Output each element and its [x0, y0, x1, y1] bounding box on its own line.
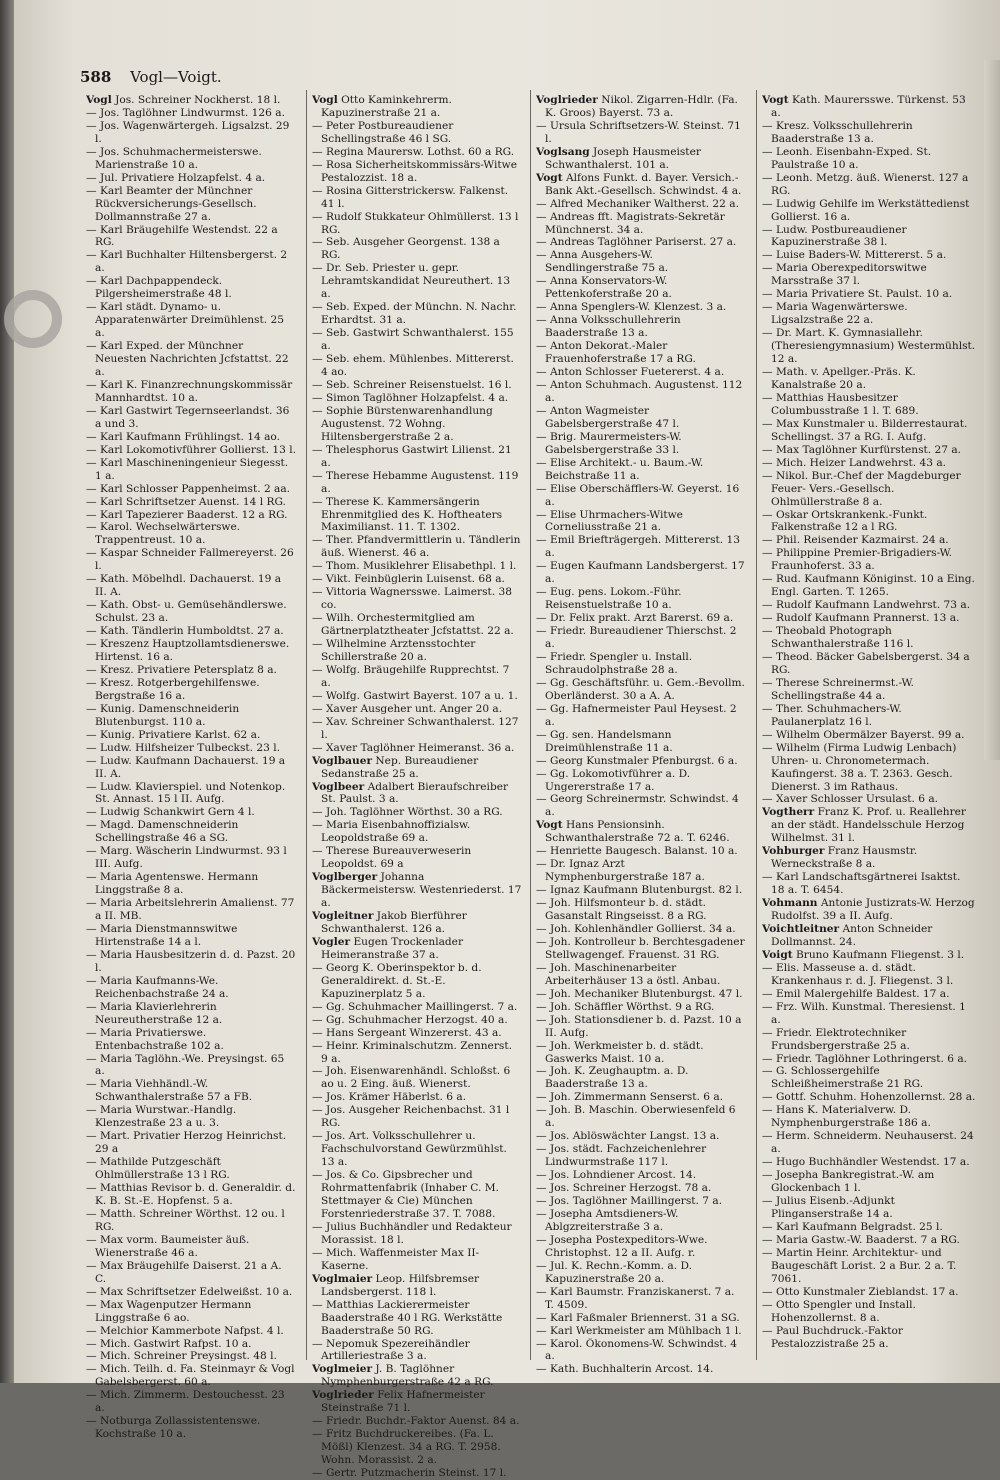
directory-entry: — Anna Volksschullehrerin Baaderstraße 13 a. [536, 314, 681, 340]
directory-entry: — Anna Spenglers-W. Klenzest. 3 a. [536, 301, 727, 314]
directory-entry: — Maria Klavierlehrerin Neureutherstraße 12 a. [86, 1000, 223, 1026]
directory-entry: — Seb. Gastwirt Schwanthalerst. 155 a. [312, 327, 514, 353]
directory-entry: — Joh. Eisenwarenhändl. Schloßst. 6 ao u. 2 Eing. äuß. Wienerst. [312, 1065, 511, 1091]
directory-entry: — Maria Eisenbahnoffizialsw. Leopoldstraße 69 a. [312, 819, 471, 845]
directory-entry: — Jos. Taglöhner Lindwurmst. 126 a. [86, 106, 285, 119]
directory-entry: — Sophie Bürstenwarenhandlung Augustenst. 72 Wohng. Hiltensbergerstraße 2 a. [312, 404, 493, 443]
directory-entry: — Jos. Wagenwärtergeh. Ligsalzst. 29 l. [86, 119, 290, 145]
directory-entry: — Elise Architekt.- u. Baum.-W. Beichstraße 11 a. [536, 456, 704, 482]
column-divider [306, 90, 307, 1360]
directory-entry: — Phil. Reisender Kazmairst. 24 a. [762, 534, 949, 547]
directory-entry: — Ludw. Postbureaudiener Kapuzinerstraße 38 l. [762, 223, 907, 249]
directory-entry: — Ludw. Kaufmann Dachauerst. 19 a II. A. [86, 754, 286, 780]
directory-entry: — Ther. Schuhmachers-W. Paulanerplatz 16 l. [762, 702, 902, 728]
directory-entry: — Gg. Hafnermeister Paul Heysest. 2 a. [536, 702, 737, 728]
next-page-edge [984, 60, 1000, 760]
directory-entry: — Jul. Privatiere Holzapfelst. 4 a. [86, 171, 266, 184]
directory-entry: — Anna Konservators-W. Pettenkoferstraße 20 a. [536, 275, 672, 301]
directory-entry: — Ignaz Kaufmann Blutenburgst. 82 l. [536, 884, 743, 897]
directory-entry: — Elise Oberschäfflers-W. Geyerst. 16 a. [536, 482, 740, 508]
directory-entry: — Wilh. Orchestermitglied am Gärtnerplatztheater Jcfstattst. 22 a. [312, 612, 514, 638]
directory-entry: — Jos. & Co. Gipsbrecher und Rohrmattenfabrik (Inhaber C. M. Stettmayer & Cie) München Forstenriederstraße 37. T. 7088. [312, 1169, 499, 1220]
directory-entry: — Maria Gastw.-W. Baaderst. 7 a RG. [762, 1233, 960, 1246]
directory-entry: — Kresz. Volksschullehrerin Baaderstraße 13 a. [762, 119, 913, 145]
directory-entry: — Wolfg. Gastwirt Bayerst. 107 a u. 1. [312, 689, 518, 702]
directory-entry: — Luise Baders-W. Mittererst. 5 a. [762, 249, 947, 262]
directory-entry: Voglmeier J. B. Taglöhner Nymphenburgerstraße 42 a RG. [312, 1363, 494, 1389]
directory-entry: — Maria Arbeitslehrerin Amalienst. 77 a II. MB. [86, 897, 295, 923]
directory-entry: — Math. v. Apellger.-Präs. K. Kanalstraße 20 a. [762, 366, 916, 391]
directory-entry: — Fritz Buchdruckereibes. (Fa. L. Mößl) Klenzest. 34 a RG. T. 2958. Wohn. Morassist. 2 a. [312, 1428, 501, 1467]
directory-entry: — G. Schlossergehilfe Schleißheimerstraße 21 RG. [762, 1065, 924, 1091]
directory-entry: — Emil Malergehilfe Baldest. 17 a. [762, 987, 950, 1000]
directory-entry: — Maria Kaufmanns-We. Reichenbachstraße 24 a. [86, 974, 229, 1000]
directory-entry: — Kresz. Privatiere Petersplatz 8 a. [86, 663, 277, 676]
directory-entry: — Julius Buchhändler und Redakteur Morassist. 18 l. [312, 1220, 512, 1246]
directory-entry: — Karl Beamter der Münchner Rückversicherungs-Gesellsch. Dollmannstraße 27 a. [86, 184, 257, 223]
directory-entry: — Henriette Baugesch. Balanst. 10 a. [536, 845, 738, 858]
directory-entry: — Anton Wagmeister Gabelsbergerstraße 47 l. [536, 404, 680, 430]
directory-entry: — Julius Eisenb.-Adjunkt Plinganserstraße 14 a. [762, 1195, 895, 1220]
directory-entry: — Notburga Zollassistentenswe. Kochstraße 10 a. [86, 1415, 261, 1441]
directory-entry: — Maria Wurstwar.-Handlg. Klenzestraße 23 a u. 3. [86, 1104, 237, 1130]
directory-entry: — Ludwig Gehilfe im Werkstättedienst Gollierst. 16 a. [762, 197, 970, 223]
directory-entry: Voglsang Joseph Hausmeister Schwanthalerst. 101 a. [536, 145, 701, 171]
directory-entry: — Joh. Hilfsmonteur b. d. städt. Gasanstalt Ringseisst. 8 a RG. [536, 897, 707, 923]
directory-entry: — Kath. Buchhalterin Arcost. 14. [536, 1363, 714, 1376]
directory-entry: — Karl Kaufmann Belgradst. 25 l. [762, 1220, 943, 1233]
directory-entry: — Alfred Mechaniker Waltherst. 22 a. [536, 197, 739, 210]
directory-entry: Vogl Otto Kaminkehrerm. Kapuzinerstraße 21 a. [312, 94, 452, 119]
directory-entry: Vogl Jos. Schreiner Nockherst. 18 l. [86, 94, 281, 106]
directory-entry: — Ludwig Schankwirt Gern 4 l. [86, 806, 255, 819]
directory-entry: — Joh. Zimmermann Senserst. 6 a. [536, 1091, 724, 1104]
directory-entry: — Jos. Krämer Häberlst. 6 a. [312, 1091, 467, 1104]
directory-entry: — Gg. Schuhmacher Maillingerst. 7 a. [312, 1000, 518, 1013]
directory-entry: — Karl Gastwirt Tegernseerlandst. 36 a und 3. [86, 404, 290, 430]
directory-entry: — Eugen Kaufmann Landsbergerst. 17 a. [536, 560, 745, 586]
page-header [80, 68, 222, 86]
directory-entry: — Jos. Art. Volksschullehrer u. Fachschulvorstand Gewürzmühlst. 13 a. [312, 1130, 507, 1169]
directory-entry: Voglmaier Leop. Hilfsbremser Landsbergerst. 118 l. [312, 1272, 480, 1298]
directory-entry: — Max Taglöhner Kurfürstenst. 27 a. [762, 443, 962, 456]
directory-entry: — Oskar Ortskrankenk.-Funkt. Falkenstraße 12 a l RG. [762, 508, 928, 534]
directory-entry: — Otto Kunstmaler Zieblandst. 17 a. [762, 1285, 959, 1298]
directory-entry: — Mathilde Putzgeschäft Ohlmüllerstraße 13 l RG. [86, 1156, 230, 1182]
directory-entry: — Ther. Pfandvermittlerin u. Tändlerin äuß. Wienerst. 46 a. [312, 534, 521, 560]
directory-entry: — Thelesphorus Gastwirt Lilienst. 21 a. [312, 443, 512, 469]
directory-entry: Vogt Alfons Funkt. d. Bayer. Versich.-Bank Akt.-Gesellsch. Schwindst. 4 a. [536, 171, 742, 197]
page-left-shadow [0, 0, 14, 1383]
directory-entry: — Karl K. Finanzrechnungskommissär Mannhardtst. 10 a. [86, 378, 293, 404]
directory-entry: — Maria Dienstmannswitwe Hirtenstraße 14 a l. [86, 923, 238, 948]
directory-entry: — Maria Viehhändl.-W. Schwanthalerstraße 57 a FB. [86, 1078, 253, 1104]
directory-entry: — Karl Buchhalter Hiltensbergerst. 2 a. [86, 249, 288, 275]
directory-entry: — Josepha Amtsdieners-W. Ablgzreiterstraße 3 a. [536, 1207, 679, 1233]
directory-entry: — Brig. Maurermeisters-W. Gabelsbergerstraße 33 l. [536, 430, 682, 456]
directory-entry: — Ludw. Hilfsheizer Tulbeckst. 23 l. [86, 741, 280, 754]
directory-entry: — Karl Lokomotivführer Gollierst. 13 l. [86, 443, 296, 456]
directory-entry: — Vittoria Wagnersswe. Laimerst. 38 co. [312, 586, 513, 612]
directory-entry: — Karl Baumstr. Franziskanerst. 7 a. T. 4509. [536, 1285, 735, 1311]
directory-entry: — Friedr. Buchdr.-Faktor Auenst. 84 a. [312, 1415, 520, 1428]
directory-entry: — Karl Bräugehilfe Westendst. 22 a RG. [86, 223, 278, 249]
directory-entry: — Karl Schriftsetzer Auenst. 14 l RG. [86, 495, 286, 508]
directory-entry: — Karl Landschaftsgärtnerei Isaktst. 18 a. T. 6454. [762, 871, 961, 897]
directory-entry: — Hans Sergeant Winzererst. 43 a. [312, 1026, 502, 1039]
directory-entry: Voglberger Johanna Bäckermeistersw. Westenriederst. 17 a. [312, 871, 522, 910]
directory-entry: — Jos. städt. Fachzeichenlehrer Lindwurmstraße 117 l. [536, 1143, 707, 1169]
directory-entry: — Friedr. Elektrotechniker Frundsbergerstraße 25 a. [762, 1026, 910, 1052]
directory-entry: — Joh. Taglöhner Wörthst. 30 a RG. [312, 806, 503, 819]
directory-entry: — Mart. Privatier Herzog Heinrichst. 29 a [86, 1130, 287, 1156]
directory-entry: — Wolfg. Bräugehilfe Rupprechtst. 7 a. [312, 663, 510, 689]
directory-entry: — Maria Agentenswe. Hermann Linggstraße 8 a. [86, 871, 259, 897]
directory-entry: — Maria Privatierswe. Entenbachstraße 102 a. [86, 1026, 224, 1052]
directory-entry: — Max Kunstmaler u. Bilderrestaurat. Schellingst. 37 a RG. I. Aufg. [762, 417, 968, 443]
directory-entry: — Vikt. Feinbüglerin Luisenst. 68 a. [312, 573, 505, 586]
directory-entry: — Andreas fft. Magistrats-Sekretär Münchnerst. 34 a. [536, 210, 725, 236]
directory-entry: — Elise Uhrmachers-Witwe Corneliusstraße 21 a. [536, 508, 683, 534]
directory-entry: — Paul Buchdruck.-Faktor Pestalozzistraße 25 a. [762, 1324, 903, 1350]
directory-entry: — Maria Oberexpeditorswitwe Marsstraße 37 l. [762, 262, 927, 288]
directory-entry: — Jos. Schuhmachermeisterswe. Marienstraße 10 a. [86, 145, 262, 171]
directory-entry: — Friedr. Taglöhner Lothringerst. 6 a. [762, 1052, 968, 1065]
directory-entry: Vogler Eugen Trockenlader Heimeranstraße 37 a. [312, 935, 464, 961]
directory-entry: — Hans K. Materialverw. D. Nymphenburgerstraße 186 a. [762, 1104, 931, 1130]
directory-entry: — Heinr. Kriminalschutzm. Zennerst. 9 a. [312, 1039, 512, 1065]
directory-column-1 [86, 94, 296, 1441]
directory-entry: — Karl Tapezierer Baaderst. 12 a RG. [86, 508, 288, 521]
directory-entry: — Jos. Ablöswächter Langst. 13 a. [536, 1130, 720, 1143]
directory-entry: — Kresz. Rotgerbergehilfenswe. Bergstraße 16 a. [86, 676, 260, 702]
directory-entry: — Joh. Kohlenhändler Gollierst. 34 a. [536, 923, 736, 935]
directory-entry: — Dr. Ignaz Arzt Nymphenburgerstraße 187 a. [536, 858, 705, 884]
directory-entry: Vogt Kath. Maurersswe. Türkenst. 53 a. [762, 94, 966, 119]
directory-entry: — Maria Hausbesitzerin d. d. Pazst. 20 l. [86, 948, 296, 974]
directory-entry: — Jos. Lohndiener Arcost. 14. [536, 1169, 697, 1182]
directory-entry: — Kath. Möbelhdl. Dachauerst. 19 a II. A. [86, 573, 282, 599]
directory-entry: — Rudolf Kaufmann Landwehrst. 73 a. [762, 599, 971, 612]
directory-entry: — Anton Schuhmach. Augustenst. 112 a. [536, 378, 743, 404]
directory-entry: — Karl Werkmeister am Mühlbach 1 l. [536, 1324, 742, 1337]
directory-entry: — Mich. Teilh. d. Fa. Steinmayr & Vogl Gabelsbergerst. 60 a. [86, 1363, 295, 1389]
directory-entry: — Elis. Masseuse a. d. städt. Krankenhaus r. d. J. Fliegenst. 3 l. [762, 961, 954, 987]
directory-entry: — Mich. Heizer Landwehrst. 43 a. [762, 456, 947, 469]
directory-column-3 [536, 94, 746, 1376]
directory-entry: — Frz. Wilh. Kunstmal. Theresienst. 1 a. [762, 1000, 966, 1026]
directory-entry: — Joh. Maschinenarbeiter Arbeiterhäuser 13 a östl. Anbau. [536, 961, 721, 987]
directory-entry: — Max Wagenputzer Hermann Linggstraße 6 ao. [86, 1298, 252, 1324]
directory-entry: Vogtherr Franz K. Prof. u. Reallehrer an der städt. Handelsschule Herzog Wilhelmst. 31 l. [762, 806, 966, 845]
directory-entry: — Simon Taglöhner Holzapfelst. 4 a. [312, 391, 509, 404]
directory-entry: — Xaver Ausgeher unt. Anger 20 a. [312, 702, 503, 715]
directory-entry: — Joh. Stationsdiener b. d. Pazst. 10 a II. Aufg. [536, 1013, 742, 1039]
directory-entry: — Jos. Ausgeher Reichenbachst. 31 l RG. [312, 1104, 510, 1130]
directory-entry: — Rosina Gitterstrickersw. Falkenst. 41 l. [312, 184, 509, 210]
directory-entry: — Karl Exped. der Münchner Neuesten Nachrichten Jcfstattst. 22 a. [86, 340, 289, 379]
directory-entry: — Joh. K. Zeughauptm. a. D. Baaderstraße 13 a. [536, 1065, 689, 1091]
directory-entry: — Max Bräugehilfe Daiserst. 21 a A. C. [86, 1259, 282, 1285]
directory-entry: — Mich. Gastwirt Rafpst. 10 a. [86, 1337, 252, 1350]
directory-entry: — Joh. Schäffler Wörthst. 9 a RG. [536, 1000, 715, 1013]
directory-entry: — Karl städt. Dynamo- u. Apparatenwärter Dreimühlenst. 25 a. [86, 301, 284, 340]
directory-entry: — Theobald Photograph Schwanthalerstraße 116 l. [762, 625, 914, 651]
directory-entry: — Dr. Felix prakt. Arzt Barerst. 69 a. [536, 612, 734, 625]
directory-entry: Voigt Bruno Kaufmann Fliegenst. 3 l. [762, 948, 965, 961]
directory-entry: — Kath. Obst- u. Gemüsehändlerswe. Schulst. 23 a. [86, 599, 287, 625]
directory-entry: — Georg K. Oberinspektor b. d. Generaldirekt. d. St.-E. Kapuzinerplatz 5 a. [312, 961, 482, 1000]
column-divider [530, 90, 531, 1360]
directory-entry: — Wilhelm (Firma Ludwig Lenbach) Uhren- u. Chronometermach. Kaufingerst. 38 a. T. 2363. Gesch. Dienerst. 3 im Rathaus. [762, 741, 957, 793]
directory-entry: — Regina Maurersw. Lothst. 60 a RG. [312, 145, 515, 158]
directory-entry: — Xaver Schlosser Ursulast. 6 a. [762, 793, 939, 806]
directory-entry: — Magd. Damenschneiderin Schellingstraße 46 a SG. [86, 819, 239, 845]
directory-entry: Voglbeer Adalbert Bieraufschreiber St. Paulst. 3 a. [312, 780, 509, 806]
directory-entry: — Jos. Schreiner Herzogst. 78 a. [536, 1182, 712, 1195]
directory-entry: — Gg. Geschäftsführ. u. Gem.-Bevollm. Oberländerst. 30 a A. A. [536, 676, 745, 702]
directory-entry: Voglbauer Nep. Bureaudiener Sedanstraße 25 a. [312, 754, 479, 780]
directory-entry: — Matthias Revisor b. d. Generaldir. d. K. B. St.-E. Hopfenst. 5 a. [86, 1182, 296, 1208]
directory-entry: — Xaver Taglöhner Heimeranst. 36 a. [312, 741, 515, 754]
directory-entry: — Friedr. Bureaudiener Thierschst. 2 a. [536, 625, 737, 651]
directory-entry: — Jos. Taglöhner Maillingerst. 7 a. [536, 1195, 723, 1208]
directory-entry: — Karl Schlosser Pappenheimst. 2 aa. [86, 482, 291, 495]
binding-ring-icon [4, 290, 62, 348]
directory-entry: — Philippine Premier-Brigadiers-W. Fraunhoferst. 33 a. [762, 547, 952, 573]
directory-entry: — Karl Dachpappendeck. Pilgersheimerstraße 48 l. [86, 275, 232, 301]
directory-entry: — Seb. Schreiner Reisenstuelst. 16 l. [312, 378, 512, 391]
directory-entry: — Melchior Kammerbote Nafpst. 4 l. [86, 1324, 284, 1337]
directory-entry: Voichtleitner Anton Schneider Dollmannst. 24. [762, 923, 933, 948]
directory-entry: — Martin Heinr. Architektur- und Baugeschäft Lorist. 2 a Bur. 2 a. T. 7061. [762, 1246, 957, 1285]
directory-entry: Vohmann Antonie Justizrats-W. Herzog Rudolfst. 39 a II. Aufg. [762, 897, 975, 923]
directory-entry: — Otto Spengler und Install. Hohenzollernst. 8 a. [762, 1298, 916, 1324]
directory-entry: — Dr. Mart. K. Gymnasiallehr. (Theresiengymnasium) Westermühlst. 12 a. [762, 327, 976, 366]
directory-entry: — Nikol. Bur.-Chef der Magdeburger Feuer- Vers.-Gesellsch. Ohlmüllerstraße 8 a. [762, 469, 961, 508]
directory-entry: — Therese Bureauverweserin Leopoldst. 69 a [312, 845, 472, 871]
directory-entry: — Rudolf Stukkateur Ohlmüllerst. 13 l RG. [312, 210, 519, 236]
directory-entry: — Andreas Taglöhner Pariserst. 27 a. [536, 236, 737, 249]
directory-entry: — Max Schriftsetzer Edelweißst. 10 a. [86, 1285, 293, 1298]
directory-entry: — Gertr. Putzmacherin Steinst. 17 l. [312, 1467, 507, 1480]
directory-entry: — Emil Briefträgergeh. Mittererst. 13 a. [536, 534, 740, 560]
directory-entry: — Therese Schreinermst.-W. Schellingstraße 44 a. [762, 676, 914, 702]
directory-entry: — Herm. Schneiderm. Neuhauserst. 24 a. [762, 1130, 974, 1156]
directory-entry: — Rosa Sicherheitskommissärs-Witwe Pestalozzist. 18 a. [312, 158, 517, 184]
directory-entry: — Thom. Musiklehrer Elisabethpl. 1 l. [312, 560, 517, 573]
directory-entry: — Matth. Schreiner Wörthst. 12 ou. l RG. [86, 1207, 285, 1233]
directory-entry: — Eug. pens. Lokom.-Führ. Reisenstuelstraße 10 a. [536, 586, 682, 612]
directory-entry: — Anna Ausgehers-W. Sendlingerstraße 75 a. [536, 249, 669, 275]
directory-entry: — Wilhelm Obermälzer Bayerst. 99 a. [762, 728, 965, 741]
directory-entry: — Joh. Mechaniker Blutenburgst. 47 l. [536, 987, 743, 1000]
directory-entry: — Karl Faßmaler Briennerst. 31 a SG. [536, 1311, 740, 1324]
directory-entry: — Rud. Kaufmann Königinst. 10 a Eing. Engl. Garten. T. 1265. [762, 573, 975, 599]
directory-entry: — Karl Maschineningenieur Siegesst. 1 a. [86, 456, 289, 482]
directory-entry: — Mich. Schreiner Preysingst. 48 l. [86, 1350, 277, 1363]
directory-entry: — Maria Taglöhn.-We. Preysingst. 65 a. [86, 1052, 285, 1078]
page-number: 588 [80, 68, 112, 86]
directory-entry: — Therese Hebamme Augustenst. 119 a. [312, 469, 519, 495]
directory-entry: — Karol. Ökonomens-W. Schwindst. 4 a. [536, 1337, 738, 1363]
directory-entry: — Leonh. Metzg. äuß. Wienerst. 127 a RG. [762, 171, 969, 197]
directory-entry: — Kath. Tändlerin Humboldtst. 27 a. [86, 625, 284, 638]
directory-entry: — Mich. Waffenmeister Max II-Kaserne. [312, 1246, 480, 1272]
directory-entry: — Peter Postbureaudiener Schellingstraße 46 l SG. [312, 119, 454, 145]
directory-entry: — Therese K. Kammersängerin Ehrenmitglied des K. Hoftheaters Maximilianst. 11. T. 1302. [312, 495, 503, 534]
directory-entry: — Marg. Wäscherin Lindwurmst. 93 l III. Aufg. [86, 845, 287, 871]
directory-entry: — Kaspar Schneider Fallmereyerst. 26 l. [86, 547, 294, 573]
directory-entry: — Ludw. Klavierspiel. und Notenkop. St. Annast. 15 l II. Aufg. [86, 780, 286, 806]
directory-entry: — Karol. Wechselwärterswe. Trappentreust. 10 a. [86, 521, 241, 547]
directory-entry: — Theod. Bäcker Gabelsbergerst. 34 a RG. [762, 650, 970, 676]
directory-entry: — Gg. sen. Handelsmann Dreimühlenstraße 11 a. [536, 728, 673, 754]
directory-entry: — Hugo Buchhändler Westendst. 17 a. [762, 1156, 970, 1169]
directory-entry: — Maria Wagenwärterswe. Ligsalzstraße 22 a. [762, 301, 908, 327]
directory-entry: Vogleitner Jakob Bierführer Schwanthalerst. 126 a. [312, 910, 467, 935]
directory-entry: — Anton Schlosser Fuetererst. 4 a. [536, 366, 725, 379]
directory-entry: — Georg Kunstmaler Pfenburgst. 6 a. [536, 754, 738, 767]
directory-entry: — Nepomuk Spezereihändler Artilleriestraße 3 a. [312, 1337, 470, 1363]
directory-entry: — Gg. Schuhmacher Herzogst. 40 a. [312, 1013, 508, 1026]
directory-entry: — Joh. Werkmeister b. d. städt. Gaswerks Maist. 10 a. [536, 1039, 704, 1065]
directory-entry: — Joh. B. Maschin. Oberwiesenfeld 6 a. [536, 1104, 736, 1130]
directory-entry: — Leonh. Eisenbahn-Exped. St. Paulstraße 10 a. [762, 145, 932, 171]
directory-entry: — Georg Schreinermstr. Schwindst. 4 a. [536, 793, 739, 819]
directory-entry: — Dr. Seb. Priester u. gepr. Lehramtskandidat Neureuthert. 13 a. [312, 262, 511, 301]
directory-entry: — Maria Privatiere St. Paulst. 10 a. [762, 288, 953, 301]
running-title: Vogl—Voigt. [130, 68, 222, 86]
directory-entry: — Josepha Bankregistrat.-W. am Glockenbach 1 l. [762, 1169, 935, 1195]
directory-entry: — Wilhelmine Arztensstochter Schillerstraße 20 a. [312, 638, 476, 663]
directory-entry: — Seb. Exped. der Münchn. N. Nachr. Erhardtst. 31 a. [312, 301, 517, 327]
directory-entry: — Anton Dekorat.-Maler Frauenhoferstraße 17 a RG. [536, 340, 696, 366]
directory-entry: — Ursula Schriftsetzers-W. Steinst. 71 l. [536, 119, 741, 145]
directory-entry: — Rudolf Kaufmann Prannerst. 13 a. [762, 612, 960, 625]
column-divider [756, 90, 757, 1360]
directory-entry: — Gottf. Schuhm. Hohenzollernst. 28 a. [762, 1091, 976, 1104]
directory-entry: — Seb. Ausgeher Georgenst. 138 a RG. [312, 236, 500, 262]
directory-column-2 [312, 94, 522, 1480]
directory-entry: — Kunig. Damenschneiderin Blutenburgst. 110 a. [86, 702, 240, 728]
directory-entry: — Mich. Zimmerm. Destouchesst. 23 a. [86, 1389, 285, 1415]
directory-column-4 [762, 94, 976, 1350]
directory-entry: Vohburger Franz Hausmstr. Werneckstraße 8 a. [762, 845, 918, 871]
directory-entry: — Josepha Postexpeditors-Wwe. Christophst. 12 a II. Aufg. r. [536, 1233, 708, 1259]
directory-entry: — Max vorm. Baumeister äuß. Wienerstraße 46 a. [86, 1233, 250, 1259]
directory-entry: — Kunig. Privatiere Karlst. 62 a. [86, 728, 261, 741]
directory-entry: Voglrieder Nikol. Zigarren-Hdlr. (Fa. K. Groos) Bayerst. 73 a. [536, 94, 738, 119]
directory-entry: — Kreszenz Hauptzollamtsdienerswe. Hirtenst. 16 a. [86, 638, 290, 663]
directory-entry: — Joh. Kontrolleur b. Berchtesgadener Stellwagengef. Frauenst. 31 RG. [536, 935, 745, 961]
directory-entry: — Xav. Schreiner Schwanthalerst. 127 l. [312, 715, 519, 741]
directory-entry: — Matthias Lackierermeister Baaderstraße 40 l RG. Werkstätte Baaderstraße 50 RG. [312, 1298, 503, 1337]
directory-entry: — Jul. K. Rechn.-Komm. a. D. Kapuzinerstraße 20 a. [536, 1259, 692, 1285]
directory-entry: — Matthias Hausbesitzer Columbusstraße 1 l. T. 689. [762, 391, 919, 417]
directory-entry: Vogt Hans Pensionsinh. Schwanthalerstraße 72 a. T. 6246. [536, 819, 730, 845]
directory-entry: Voglrieder Felix Hafnermeister Steinstraße 71 l. [312, 1389, 485, 1415]
directory-entry: — Friedr. Spengler u. Install. Schraudolphstraße 28 a. [536, 650, 693, 676]
directory-entry: — Karl Kaufmann Frühlingst. 14 ao. [86, 430, 280, 443]
directory-entry: — Gg. Lokomotivführer a. D. Ungererstraße 17 a. [536, 767, 691, 793]
directory-entry: — Seb. ehem. Mühlenbes. Mittererst. 4 ao. [312, 353, 514, 379]
